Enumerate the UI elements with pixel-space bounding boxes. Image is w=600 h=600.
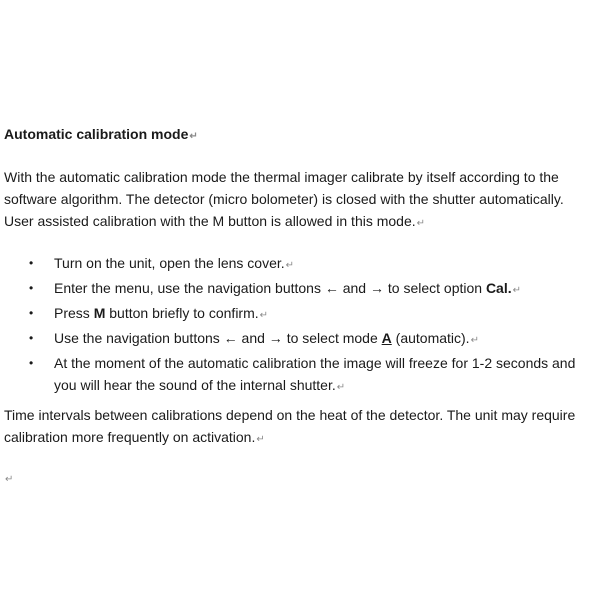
- step-text-rest: button briefly to confirm.: [105, 305, 259, 321]
- intro-line-3: [4, 210, 596, 235]
- list-item: [0, 352, 600, 399]
- step-text: Turn on the unit, open the lens cover.: [54, 255, 285, 271]
- bullet-icon: •: [29, 281, 34, 295]
- step-text: Enter the menu, use the navigation buttons ← and → to select option: [54, 280, 486, 296]
- paragraph-mark-icon: ↵: [259, 310, 269, 321]
- paragraph-mark-icon: ↵: [5, 474, 14, 485]
- section-heading: [4, 125, 198, 146]
- intro-line-3-text: User assisted calibration with the M button is allowed in this mode.: [4, 213, 416, 229]
- paragraph-mark-icon: ↵: [416, 218, 426, 229]
- paragraph-mark-icon: ↵: [256, 434, 265, 445]
- button-name: M: [93, 305, 106, 321]
- closing-line-2: calibration more frequently on activation.: [4, 429, 256, 445]
- step-text-line-2: you will hear the sound of the internal shutter.: [54, 377, 336, 393]
- step-text-rest: (automatic).: [391, 330, 470, 346]
- paragraph-mark-icon: ↵: [470, 335, 479, 346]
- list-item: [0, 327, 600, 352]
- paragraph-mark-icon: ↵: [285, 260, 295, 271]
- closing-line-1: Time intervals between calibrations depend on the heat of the detector. The unit may require: [4, 407, 576, 423]
- bullet-icon: •: [29, 331, 34, 345]
- list-item: [0, 302, 600, 327]
- bullet-icon: •: [29, 306, 34, 320]
- list-item: [0, 277, 600, 302]
- option-name: Cal.: [485, 280, 512, 296]
- steps-list: [0, 252, 600, 399]
- paragraph-mark-icon: ↵: [189, 131, 198, 142]
- intro-line-2: software algorithm. The detector (micro bolometer) is closed with the shutter automatically.: [4, 191, 564, 207]
- step-text: Use the navigation buttons ← and → to select mode: [54, 330, 382, 346]
- step-text: Press: [54, 305, 94, 321]
- paragraph-mark-icon: ↵: [336, 382, 346, 393]
- bullet-icon: •: [29, 256, 34, 270]
- step-text: At the moment of the automatic calibration the image will freeze for 1-2 seconds and: [54, 355, 576, 371]
- paragraph-mark-icon: ↵: [512, 285, 522, 296]
- intro-line-1: With the automatic calibration mode the thermal imager calibrate by itself according to the: [4, 169, 559, 185]
- list-item: [0, 252, 600, 277]
- closing-paragraph: [4, 404, 596, 451]
- intro-paragraph: [4, 166, 596, 235]
- mode-name: A: [381, 330, 392, 346]
- heading-text: Automatic calibration mode: [4, 126, 189, 142]
- bullet-icon: •: [29, 356, 34, 370]
